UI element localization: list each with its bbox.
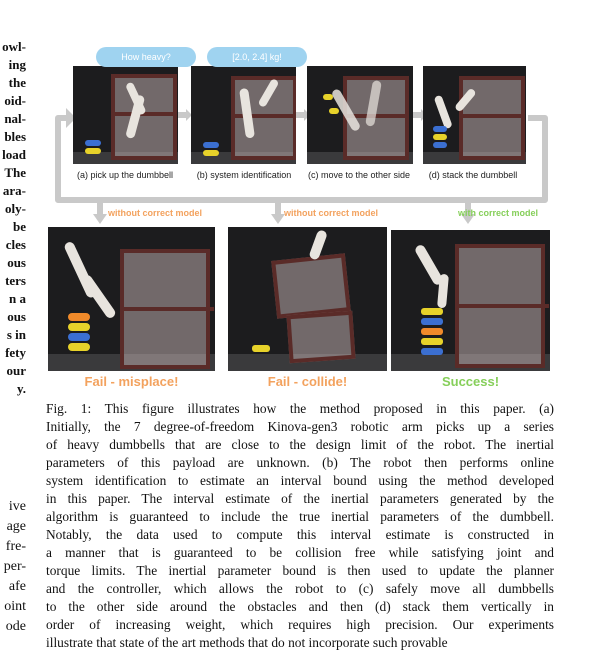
caption-line: and the controller, which allows the robot to (c) safely move all dumbbells	[46, 581, 554, 596]
left-column-line: afe	[8, 579, 26, 594]
left-column-line: ters	[5, 273, 26, 288]
label-without-model-1: without correct model	[108, 208, 203, 218]
caption-line: algorithm is guaranteed to include the true inertial parameters of the dumbbell.	[46, 509, 554, 524]
label-with-model: with correct model	[458, 208, 539, 218]
photo-a-pick-up	[73, 66, 178, 164]
left-column-line: bles	[4, 129, 26, 144]
left-column-line: ing	[8, 57, 26, 72]
caption-b: (b) system identification	[196, 170, 292, 180]
result-success: Success!	[441, 374, 500, 389]
left-column-line: fety	[5, 345, 26, 360]
speech-bubble-how-heavy: How heavy?	[96, 47, 196, 67]
caption-line: to the other side around the obstacles and then (d) stack them vertically in	[46, 599, 554, 614]
caption-line: in this paper. The interval estimate of the inertial parameters generated by the	[46, 491, 554, 506]
left-column-line: s in	[6, 327, 26, 342]
photo-c-move-other-side	[307, 66, 413, 164]
caption-line: Fig. 1: This figure illustrates how the method proposed in this paper. (a)	[46, 401, 554, 416]
photo-success	[391, 230, 550, 371]
left-column-line: cles	[5, 237, 26, 252]
photo-fail-collide	[228, 227, 387, 371]
left-column-line: fre-	[5, 539, 26, 554]
caption-line: parameters of this payload are unknown. (b) The robot then performs online	[46, 455, 554, 470]
left-column-line: be	[13, 219, 26, 234]
left-column-line: ara-	[2, 183, 26, 198]
result-fail-misplace: Fail - misplace!	[84, 374, 179, 389]
left-column-line: per-	[3, 559, 26, 574]
left-column-line: oid-	[4, 93, 26, 108]
left-column-line: our	[6, 363, 26, 378]
caption-line: a manner that is guaranteed to be collision free while satisfying joint and	[46, 545, 554, 560]
left-column-line: n a	[9, 291, 26, 306]
left-column-line: owl-	[2, 39, 26, 54]
caption-c: (c) move to the other side	[307, 170, 411, 180]
caption-a: (a) pick up the dumbbell	[76, 170, 174, 180]
speech-bubble-estimate: [2.0, 2.4] kg!	[207, 47, 307, 67]
left-column-line: nal-	[4, 111, 26, 126]
caption-line: Notably, the data used to compute this interval estimate is constructed in	[46, 527, 554, 542]
left-column-line: y.	[16, 381, 26, 396]
caption-line: torque limits. The inertial parameter bound is then used to update the planner	[46, 563, 554, 578]
left-column-line: ode	[5, 619, 26, 634]
caption-d: (d) stack the dumbbell	[428, 170, 518, 180]
photo-d-stack	[423, 66, 526, 164]
caption-line: order of increasing weight, which requires high precision. Our experiments	[46, 617, 554, 632]
caption-line: of heavy dumbbells that are close to the design limit of the robot. The inertial	[46, 437, 554, 452]
photo-fail-misplace	[48, 227, 215, 371]
photo-b-system-identification	[191, 66, 296, 164]
left-column-line: The	[4, 165, 26, 180]
left-column-line: ous	[7, 255, 26, 270]
left-column-line: oly-	[5, 201, 26, 216]
result-fail-collide: Fail - collide!	[267, 374, 348, 389]
caption-line: Initially, the 7 degree-of-freedom Kinova-gen3 robotic arm picks up a series	[46, 419, 554, 434]
figure-caption	[46, 400, 554, 652]
left-column-line: ive	[8, 499, 26, 514]
left-column-line: oint	[4, 599, 26, 614]
caption-line: illustrate that state of the art methods that do not incorporate such provable	[46, 635, 448, 650]
left-column-line: ous	[7, 309, 26, 324]
left-column-line: age	[6, 519, 26, 534]
left-column-line: the	[8, 75, 26, 90]
caption-line: system identification to estimate an interval bound using the method developed	[46, 473, 554, 488]
label-without-model-2: without correct model	[284, 208, 379, 218]
left-column-line: load	[2, 147, 26, 162]
